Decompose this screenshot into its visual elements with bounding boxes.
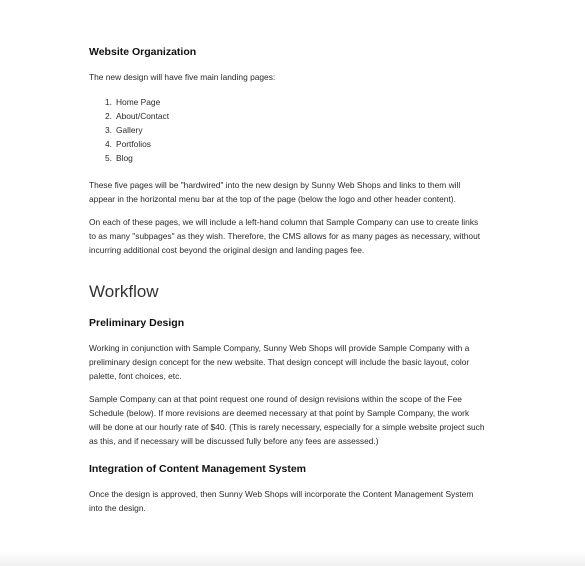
cms-integration-heading: Integration of Content Management System	[89, 463, 307, 475]
list-item: 3. Gallery	[105, 125, 143, 135]
preliminary-design-paragraph: Working in conjunction with Sample Company, Sunny Web Shops will provide Sample Company with a preliminary design concept for the new website. That design concept will include the basic layout, color palette, font choices, etc.	[89, 343, 470, 381]
hardwired-paragraph: These five pages will be "hardwired" into the new design by Sunny Web Shops and links to them will appear in the horizontal menu bar at the top of the page (below the logo and other header content).	[89, 180, 461, 204]
cms-paragraph: Once the design is approved, then Sunny Web Shops will incorporate the Content Management System into the design.	[89, 489, 474, 513]
list-item: 5. Blog	[105, 153, 133, 163]
preliminary-design-heading: Preliminary Design	[89, 317, 185, 329]
document-content	[89, 44, 509, 515]
workflow-heading: Workflow	[89, 282, 159, 301]
subpages-paragraph: On each of these pages, we will include a left-hand column that Sample Company can use to create links to as many "subpages" as they wish. Therefore, the CMS allows for as many pages as necessary, without incurring additional cost beyond the original design and landing pages fee.	[89, 217, 481, 255]
list-item: 2. About/Contact	[105, 111, 170, 121]
list-item: 4. Portfolios	[105, 139, 151, 149]
website-organization-heading: Website Organization	[89, 46, 197, 58]
list-item: 1. Home Page	[105, 97, 161, 107]
revisions-paragraph: Sample Company can at that point request one round of design revisions within the scope of the Fee Schedule (below). If more revisions are deemed necessary at that point by Sample Company, the work will be done at our hourly rate of $40. (This is rarely necessary, especially for a simple website project such as this, and if necessary will be discussed fully before any fees are assessed.)	[89, 394, 485, 446]
website-organization-intro: The new design will have five main landing pages:	[89, 72, 276, 82]
page-bottom-shade	[0, 552, 585, 566]
landing-pages-list	[89, 95, 509, 165]
